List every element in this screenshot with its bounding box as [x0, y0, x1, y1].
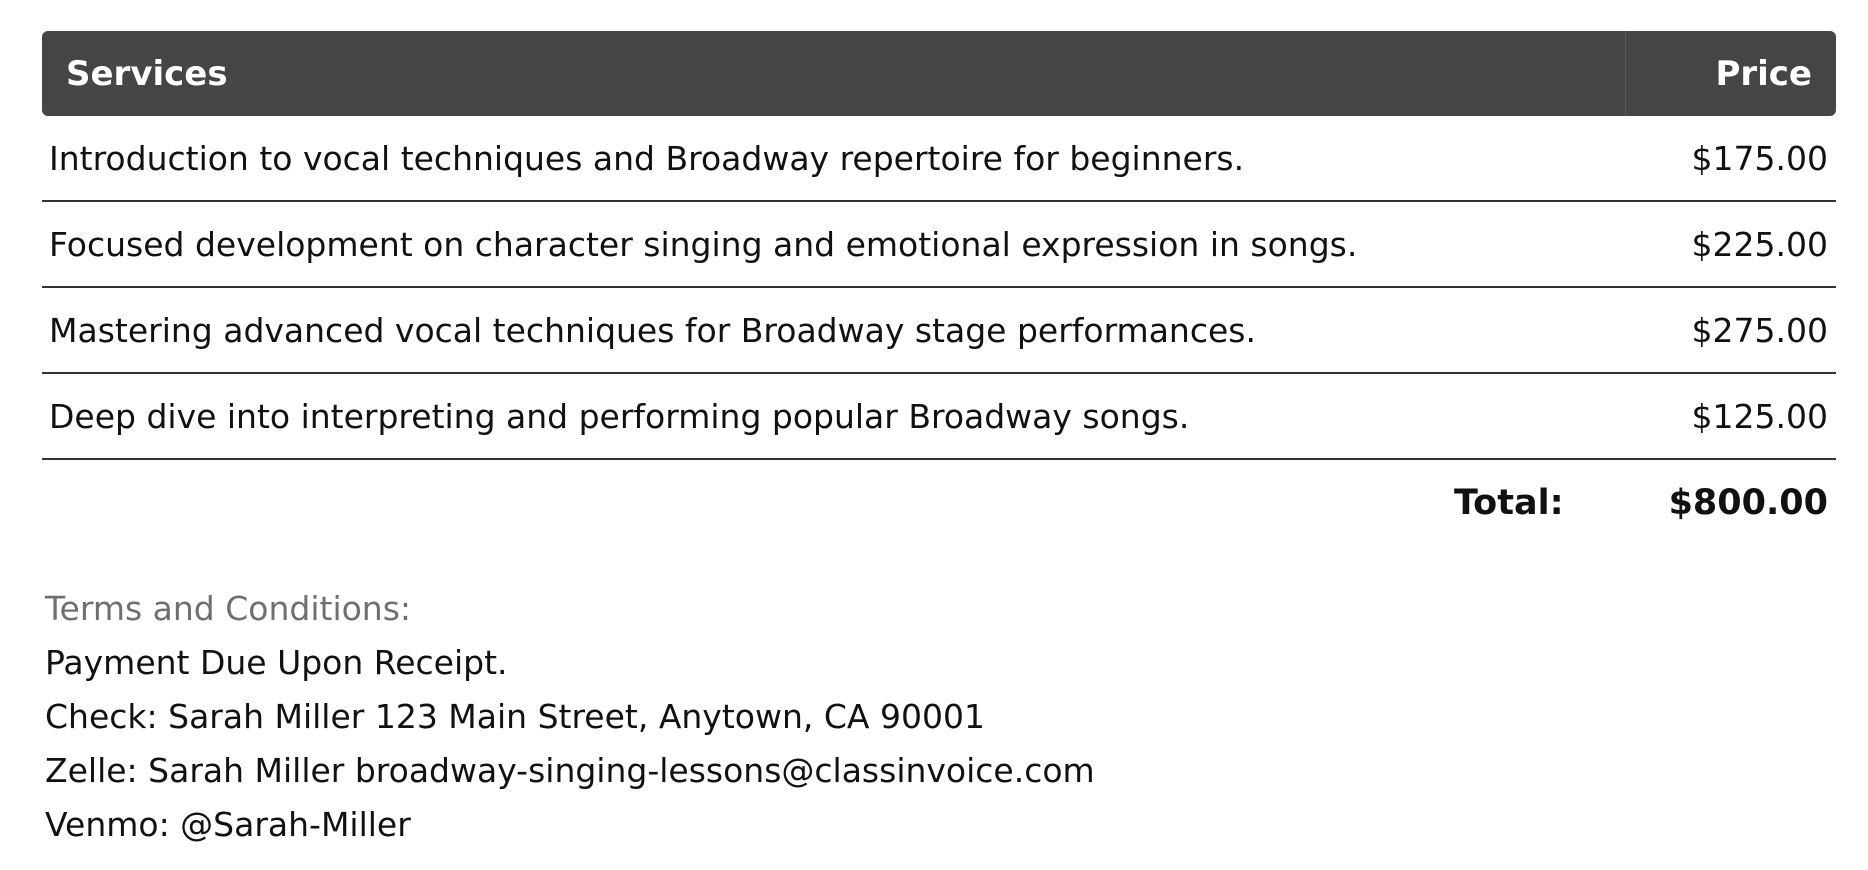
services-table: [42, 31, 1836, 546]
check-payment-text: Check: Sarah Miller 123 Main Street, Anytown, CA 90001: [45, 697, 985, 736]
total-label: Total:: [1453, 483, 1564, 523]
service-description: Mastering advanced vocal techniques for Broadway stage performances.: [49, 310, 1256, 350]
service-price: $225.00: [1691, 224, 1828, 264]
table-row: [42, 374, 1836, 460]
service-description: Focused development on character singing and emotional expression in songs.: [49, 224, 1358, 264]
service-price: $275.00: [1691, 310, 1828, 350]
service-price: $125.00: [1691, 396, 1828, 436]
terms-section: [45, 582, 1095, 852]
payment-due-text: Payment Due Upon Receipt.: [45, 643, 508, 682]
table-row: [42, 202, 1836, 288]
table-header: [42, 31, 1836, 116]
venmo-payment-text: Venmo: @Sarah-Miller: [45, 805, 411, 844]
zelle-payment-text: Zelle: Sarah Miller broadway-singing-lessons@classinvoice.com: [45, 751, 1095, 790]
service-price: $175.00: [1691, 138, 1828, 178]
services-column-header: Services: [42, 31, 1626, 116]
price-column-header: Price: [1715, 53, 1812, 94]
terms-heading: Terms and Conditions:: [45, 589, 412, 628]
table-row: [42, 116, 1836, 202]
total-value: $800.00: [1668, 483, 1828, 523]
total-row: [42, 460, 1836, 546]
table-row: [42, 288, 1836, 374]
service-description: Introduction to vocal techniques and Broadway repertoire for beginners.: [49, 138, 1245, 178]
service-description: Deep dive into interpreting and performing popular Broadway songs.: [49, 396, 1190, 436]
